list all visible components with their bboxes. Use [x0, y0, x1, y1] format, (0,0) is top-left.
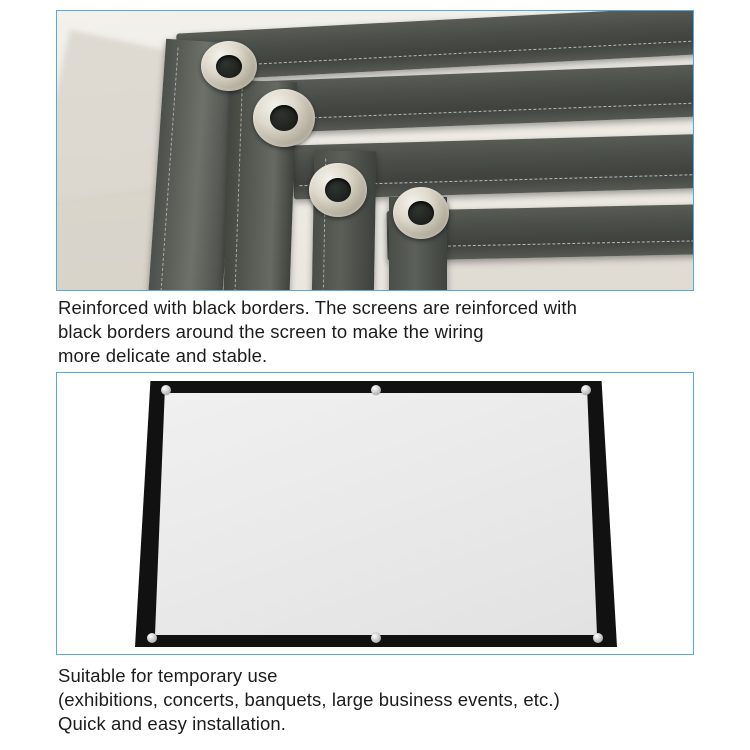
- temporary-use-caption: [58, 664, 718, 736]
- caption-line: black borders around the screen to make the wiring: [58, 321, 484, 342]
- caption-line: more delicate and stable.: [58, 345, 268, 366]
- metal-grommet: [393, 187, 449, 239]
- screen-eyelet: [147, 633, 157, 643]
- screen-eyelet: [161, 385, 171, 395]
- caption-line: Suitable for temporary use: [58, 665, 278, 686]
- projector-screen: [135, 381, 617, 647]
- screen-eyelet: [371, 633, 381, 643]
- projector-screen-photo: [57, 373, 693, 654]
- stitch-line: [184, 39, 693, 69]
- grommet-border-photo: [57, 11, 693, 290]
- screen-eyelet: [593, 633, 603, 643]
- metal-grommet: [201, 41, 257, 91]
- grommet-border-photo-panel: [56, 10, 694, 291]
- metal-grommet: [309, 163, 367, 217]
- caption-line: Reinforced with black borders. The screens are reinforced with: [58, 297, 577, 318]
- screen-eyelet: [371, 385, 381, 395]
- metal-grommet: [253, 89, 315, 147]
- stitch-line: [161, 48, 179, 290]
- screen-surface: [155, 393, 597, 635]
- stitch-line: [234, 88, 242, 290]
- caption-line: (exhibitions, concerts, banquets, large business events, etc.): [58, 689, 560, 710]
- caption-line: Quick and easy installation.: [58, 713, 287, 734]
- projector-screen-photo-panel: [56, 372, 694, 655]
- screen-eyelet: [581, 385, 591, 395]
- reinforced-borders-caption: [58, 296, 718, 368]
